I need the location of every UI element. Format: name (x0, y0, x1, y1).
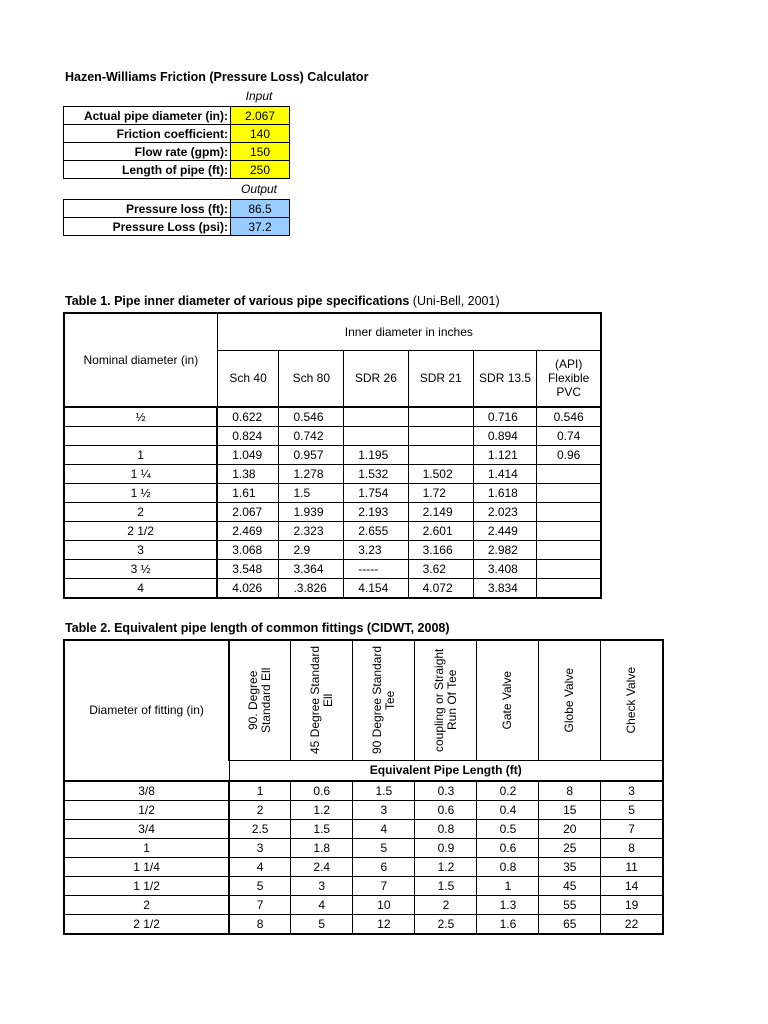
table2-value-cell: 1.5 (353, 781, 415, 801)
table2-value-cell: 11 (601, 857, 663, 876)
input-value-cell[interactable]: 2.067 (231, 107, 290, 125)
table1-nominal-cell: 3 ½ (64, 559, 217, 578)
table2-value-cell: 15 (539, 800, 601, 819)
table1-value-cell: 3.166 (408, 540, 473, 559)
table2-value-cell: 3 (601, 781, 663, 801)
table2-diameter-cell: 1 1/2 (64, 876, 229, 895)
table2-subheader: Equivalent Pipe Length (ft) (229, 760, 663, 781)
inputs-row (64, 125, 290, 143)
table1-value-cell: 1.502 (408, 464, 473, 483)
table2-column-header (353, 640, 415, 760)
table2-value-cell: 8 (601, 838, 663, 857)
inputs-label: Length of pipe (ft): (64, 161, 231, 179)
table2-row (64, 838, 663, 857)
table2-value-cell: 0.9 (415, 838, 477, 857)
calculator-inputs-table (63, 106, 290, 179)
calculator-title: Hazen-Williams Friction (Pressure Loss) Calculator (65, 70, 369, 84)
table1-value-cell: ----- (344, 559, 408, 578)
table2-row (64, 800, 663, 819)
table1-nominal-cell: 3 (64, 540, 217, 559)
output-value-cell: 86.5 (231, 200, 290, 218)
table1-value-cell: 3.834 (473, 578, 536, 598)
inputs-row (64, 107, 290, 125)
table1-value-cell: 0.546 (279, 407, 344, 427)
table1-value-cell: 2.323 (279, 521, 344, 540)
table2-value-cell: 2.5 (229, 819, 291, 838)
table2-value-cell: 0.8 (477, 857, 539, 876)
table2-diameter-cell: 1/2 (64, 800, 229, 819)
outputs-label: Pressure loss (ft): (64, 200, 231, 218)
table1-value-cell (537, 483, 601, 502)
table2-row (64, 876, 663, 895)
table1-value-cell: 3.408 (473, 559, 536, 578)
table2-value-cell: 10 (353, 895, 415, 914)
table1-value-cell: 1.5 (279, 483, 344, 502)
table1-nominal-cell: 1 (64, 445, 217, 464)
table1-value-cell: 0.894 (473, 426, 536, 445)
table1-nominal-cell: 4 (64, 578, 217, 598)
table1-value-cell: 0.716 (473, 407, 536, 427)
inputs-label: Flow rate (gpm): (64, 143, 231, 161)
table1-value-cell: 0.546 (537, 407, 601, 427)
table2-value-cell: 1 (229, 781, 291, 801)
table2-value-cell: 3 (353, 800, 415, 819)
table2-column-header (477, 640, 539, 760)
table1-value-cell: 2.449 (473, 521, 536, 540)
table1-value-cell (537, 540, 601, 559)
table1-title-main: Table 1. Pipe inner diameter of various pipe specifications (65, 294, 410, 308)
input-value-cell[interactable]: 150 (231, 143, 290, 161)
table2-value-cell: 1.2 (291, 800, 353, 819)
table1-value-cell: 3.62 (408, 559, 473, 578)
table2-value-cell: 1.6 (477, 914, 539, 934)
table2-value-cell: 2.4 (291, 857, 353, 876)
table2-column-header-text: Globe Valve (562, 668, 577, 733)
output-section-label: Output (240, 182, 278, 196)
inputs-row (64, 161, 290, 179)
table2-row-header: Diameter of fitting (in) (64, 640, 229, 781)
table2-row (64, 914, 663, 934)
table1-value-cell: 4.072 (408, 578, 473, 598)
table2-value-cell: 0.6 (477, 838, 539, 857)
table1-value-cell: 2.982 (473, 540, 536, 559)
table1-column-header: Sch 80 (279, 351, 344, 407)
table1-value-cell: 1.121 (473, 445, 536, 464)
table2-value-cell: 14 (601, 876, 663, 895)
table2-column-header-text: 45 Degree Standard Ell (307, 646, 335, 755)
outputs-label: Pressure Loss (psi): (64, 218, 231, 236)
table1-value-cell: 2.9 (279, 540, 344, 559)
table2-column-header-text: coupling or Straight Run Of Tee (431, 648, 459, 752)
table2-column-header-text: 90 Degree Standard Tee (369, 646, 397, 755)
table2-value-cell: 25 (539, 838, 601, 857)
table2-value-cell: 22 (601, 914, 663, 934)
calculator-outputs-table (63, 199, 290, 236)
table2-value-cell: 12 (353, 914, 415, 934)
table2-value-cell: 1.2 (415, 857, 477, 876)
table2-value-cell: 0.2 (477, 781, 539, 801)
table1-value-cell: 2.023 (473, 502, 536, 521)
table2-value-cell: 4 (229, 857, 291, 876)
table1-value-cell: 1.939 (279, 502, 344, 521)
table2-value-cell: 0.4 (477, 800, 539, 819)
table1-value-cell (537, 464, 601, 483)
table1-value-cell (537, 502, 601, 521)
table1-column-header: (API) Flexible PVC (537, 351, 601, 407)
table2-value-cell: 8 (539, 781, 601, 801)
table1-value-cell (408, 445, 473, 464)
table2-value-cell: 0.5 (477, 819, 539, 838)
table2-value-cell: 5 (601, 800, 663, 819)
table2-diameter-cell: 1 1/4 (64, 857, 229, 876)
table2-value-cell: 2 (415, 895, 477, 914)
table2-column-header (601, 640, 663, 760)
table2-diameter-cell: 2 (64, 895, 229, 914)
table2-value-cell: 1.5 (291, 819, 353, 838)
table1-nominal-cell (64, 426, 217, 445)
table2-value-cell: 3 (229, 838, 291, 857)
table1-column-header: SDR 13.5 (473, 351, 536, 407)
table2-row (64, 857, 663, 876)
table1-title (65, 294, 500, 308)
table1-nominal-cell: 2 1/2 (64, 521, 217, 540)
table2-value-cell: 65 (539, 914, 601, 934)
table2-diameter-cell: 3/4 (64, 819, 229, 838)
outputs-row (64, 218, 290, 236)
table2-value-cell: 7 (229, 895, 291, 914)
table1-title-source: (Uni-Bell, 2001) (409, 294, 500, 308)
table1-value-cell: 1.72 (408, 483, 473, 502)
table1-value-cell (537, 559, 601, 578)
output-value-cell: 37.2 (231, 218, 290, 236)
table1-value-cell: 2.193 (344, 502, 408, 521)
table1-value-cell: 0.74 (537, 426, 601, 445)
table1-value-cell: 3.364 (279, 559, 344, 578)
table2-value-cell: 0.6 (415, 800, 477, 819)
table1-value-cell (537, 521, 601, 540)
table1-row (64, 521, 601, 540)
table2-value-cell: 35 (539, 857, 601, 876)
table1-value-cell: 2.067 (217, 502, 279, 521)
table2-column-header-text: Check Valve (624, 667, 639, 734)
table2-row (64, 895, 663, 914)
table2-value-cell: 0.3 (415, 781, 477, 801)
table1-value-cell: 0.824 (217, 426, 279, 445)
table1-nominal-cell: 1 ½ (64, 483, 217, 502)
table1-row (64, 464, 601, 483)
table1-value-cell: 2.469 (217, 521, 279, 540)
table2-diameter-cell: 1 (64, 838, 229, 857)
table1-value-cell (537, 578, 601, 598)
table1-row-header: Nominal diameter (in) (64, 313, 217, 407)
table1-value-cell: 1.61 (217, 483, 279, 502)
table1-value-cell (408, 426, 473, 445)
table2-value-cell: 2.5 (415, 914, 477, 934)
table1-value-cell: 3.23 (344, 540, 408, 559)
table1-value-cell: 4.154 (344, 578, 408, 598)
table1-nominal-cell: 1 ¼ (64, 464, 217, 483)
input-section-label: Input (245, 89, 273, 103)
table1-value-cell: 0.742 (279, 426, 344, 445)
table2-value-cell: 5 (353, 838, 415, 857)
table1-value-cell: 1.278 (279, 464, 344, 483)
table1-nominal-cell: ½ (64, 407, 217, 427)
table2-value-cell: 4 (353, 819, 415, 838)
table1-row (64, 540, 601, 559)
table2-column-header-text: Gate Valve (500, 671, 515, 730)
table1-row (64, 502, 601, 521)
table1-value-cell: 1.754 (344, 483, 408, 502)
table2-value-cell: 1.5 (415, 876, 477, 895)
inputs-row (64, 143, 290, 161)
table1-value-cell: 4.026 (217, 578, 279, 598)
table2-value-cell: 1.8 (291, 838, 353, 857)
table2-value-cell: 45 (539, 876, 601, 895)
table1-column-header: SDR 26 (344, 351, 408, 407)
input-value-cell[interactable]: 140 (231, 125, 290, 143)
table2-column-header (415, 640, 477, 760)
table2-value-cell: 1 (477, 876, 539, 895)
table1-value-cell (344, 407, 408, 427)
table2-value-cell: 7 (353, 876, 415, 895)
table1-value-cell: 1.532 (344, 464, 408, 483)
table2-value-cell: 19 (601, 895, 663, 914)
table1-value-cell: 1.049 (217, 445, 279, 464)
table1-value-cell: 2.149 (408, 502, 473, 521)
table2-value-cell: 5 (291, 914, 353, 934)
input-value-cell[interactable]: 250 (231, 161, 290, 179)
table1-value-cell: 3.548 (217, 559, 279, 578)
table1-row (64, 407, 601, 427)
inputs-label: Actual pipe diameter (in): (64, 107, 231, 125)
table1-row (64, 483, 601, 502)
table1-value-cell: 0.96 (537, 445, 601, 464)
table1-value-cell (344, 426, 408, 445)
table1-row (64, 445, 601, 464)
table1-value-cell: 2.601 (408, 521, 473, 540)
table1-value-cell: 0.622 (217, 407, 279, 427)
table2-row (64, 781, 663, 801)
table1-column-header: Sch 40 (217, 351, 279, 407)
inputs-label: Friction coefficient: (64, 125, 231, 143)
table2-value-cell: 8 (229, 914, 291, 934)
table2-row (64, 819, 663, 838)
table2-value-cell: 4 (291, 895, 353, 914)
table1-value-cell: 1.414 (473, 464, 536, 483)
table1-value-cell (408, 407, 473, 427)
table2-fitting-lengths (63, 639, 664, 935)
table1-pipe-diameters (63, 312, 602, 599)
table1-group-header: Inner diameter in inches (217, 313, 601, 351)
table1-value-cell: 0.957 (279, 445, 344, 464)
table1-value-cell: 3.068 (217, 540, 279, 559)
table2-value-cell: 0.8 (415, 819, 477, 838)
table2-value-cell: 20 (539, 819, 601, 838)
table2-value-cell: 6 (353, 857, 415, 876)
table2-value-cell: 0.6 (291, 781, 353, 801)
table1-row (64, 426, 601, 445)
table2-column-header (229, 640, 291, 760)
table1-value-cell: 1.195 (344, 445, 408, 464)
table2-value-cell: 7 (601, 819, 663, 838)
table2-column-header (291, 640, 353, 760)
table1-nominal-cell: 2 (64, 502, 217, 521)
table1-value-cell: 1.618 (473, 483, 536, 502)
table1-row (64, 578, 601, 598)
table2-value-cell: 2 (229, 800, 291, 819)
table2-value-cell: 1.3 (477, 895, 539, 914)
table2-diameter-cell: 2 1/2 (64, 914, 229, 934)
table2-column-header (539, 640, 601, 760)
table2-value-cell: 3 (291, 876, 353, 895)
table2-value-cell: 55 (539, 895, 601, 914)
table2-diameter-cell: 3/8 (64, 781, 229, 801)
table1-value-cell: 1.38 (217, 464, 279, 483)
outputs-row (64, 200, 290, 218)
table2-column-header-text: 90. Degree Standard Ell (246, 667, 274, 733)
table1-column-header: SDR 21 (408, 351, 473, 407)
table1-value-cell: .3.826 (279, 578, 344, 598)
table1-row (64, 559, 601, 578)
table1-value-cell: 2.655 (344, 521, 408, 540)
table2-value-cell: 5 (229, 876, 291, 895)
table2-title: Table 2. Equivalent pipe length of common fittings (CIDWT, 2008) (65, 621, 450, 635)
